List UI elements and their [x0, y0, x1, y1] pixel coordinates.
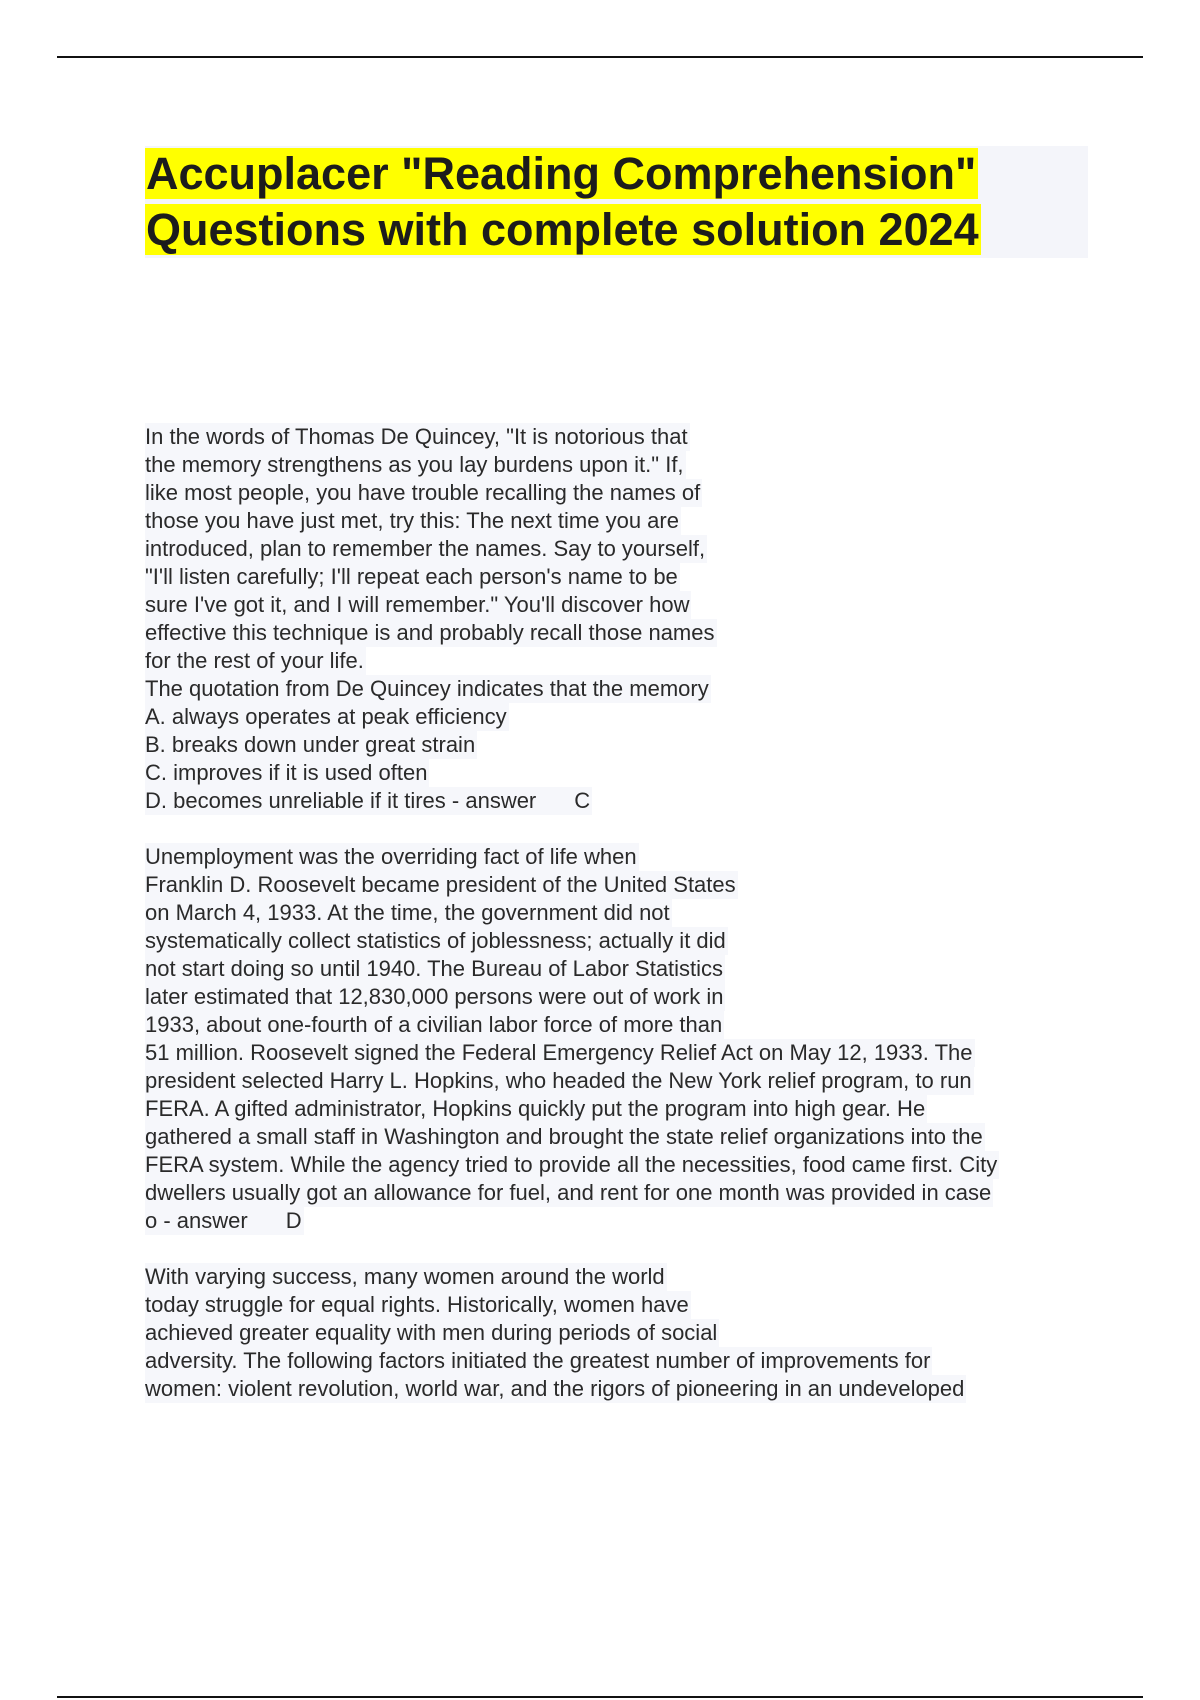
passage-line: sure I've got it, and I will remember." You'll discover how	[145, 592, 690, 617]
document-title-block	[145, 146, 1088, 258]
passage-line: women: violent revolution, world war, and the rigors of pioneering in an undeveloped	[145, 1376, 965, 1401]
answer-option-c: C. improves if it is used often	[145, 760, 428, 785]
passage-line: FERA system. While the agency tried to provide all the necessities, food came first. City	[145, 1152, 998, 1177]
passage-line: gathered a small staff in Washington and brought the state relief organizations into the	[145, 1124, 983, 1149]
passage-line: those you have just met, try this: The next time you are	[145, 508, 679, 533]
answer-option-b: B. breaks down under great strain	[145, 732, 476, 757]
passage-line: Franklin D. Roosevelt became president of the United States	[145, 872, 736, 897]
passage-line: for the rest of your life.	[145, 648, 364, 673]
passage-line: effective this technique is and probably recall those names	[145, 620, 715, 645]
passage-line: In the words of Thomas De Quincey, "It is notorious that	[145, 424, 688, 449]
answer-option-a: A. always operates at peak efficiency	[145, 704, 507, 729]
passage-line: later estimated that 12,830,000 persons were out of work in	[145, 984, 724, 1009]
passage-line: today struggle for equal rights. Historically, women have	[145, 1292, 689, 1317]
answer-option-d: D. becomes unreliable if it tires - answer	[145, 788, 537, 813]
passage-line: adversity. The following factors initiated the greatest number of improvements for	[145, 1348, 931, 1373]
answer-key: D	[285, 1208, 302, 1233]
document-body	[145, 423, 1095, 1431]
answer-key: C	[574, 788, 591, 813]
passage-line: introduced, plan to remember the names. Say to yourself,	[145, 536, 706, 561]
bottom-rule	[57, 1696, 1143, 1698]
passage-line: systematically collect statistics of joblessness; actually it did	[145, 928, 726, 953]
title-line-1: Accuplacer "Reading Comprehension"	[146, 148, 977, 199]
passage-line: like most people, you have trouble recalling the names of	[145, 480, 701, 505]
top-rule	[57, 56, 1143, 58]
answer-label: o - answer	[145, 1208, 248, 1233]
passage-line: 51 million. Roosevelt signed the Federal Emergency Relief Act on May 12, 1933. The	[145, 1040, 973, 1065]
passage-line: achieved greater equality with men during periods of social	[145, 1320, 718, 1345]
question-stem: The quotation from De Quincey indicates that the memory	[145, 676, 709, 701]
question-block-3	[145, 1263, 1095, 1403]
passage-line: 1933, about one-fourth of a civilian labor force of more than	[145, 1012, 723, 1037]
passage-line: dwellers usually got an allowance for fuel, and rent for one month was provided in case	[145, 1180, 992, 1205]
document-title	[145, 146, 1088, 258]
passage-line: president selected Harry L. Hopkins, who headed the New York relief program, to run	[145, 1068, 972, 1093]
passage-line: "I'll listen carefully; I'll repeat each person's name to be	[145, 564, 678, 589]
answer-line	[145, 787, 592, 815]
question-block-1	[145, 423, 1095, 815]
passage-line: the memory strengthens as you lay burdens upon it." If,	[145, 452, 684, 477]
question-block-2	[145, 843, 1095, 1235]
passage-line: not start doing so until 1940. The Bureau of Labor Statistics	[145, 956, 724, 981]
passage-line: With varying success, many women around the world	[145, 1264, 665, 1289]
passage-line: on March 4, 1933. At the time, the government did not	[145, 900, 670, 925]
passage-line: Unemployment was the overriding fact of life when	[145, 844, 637, 869]
answer-line	[145, 1207, 304, 1235]
title-line-2: Questions with complete solution 2024	[146, 204, 979, 255]
passage-line: FERA. A gifted administrator, Hopkins quickly put the program into high gear. He	[145, 1096, 926, 1121]
